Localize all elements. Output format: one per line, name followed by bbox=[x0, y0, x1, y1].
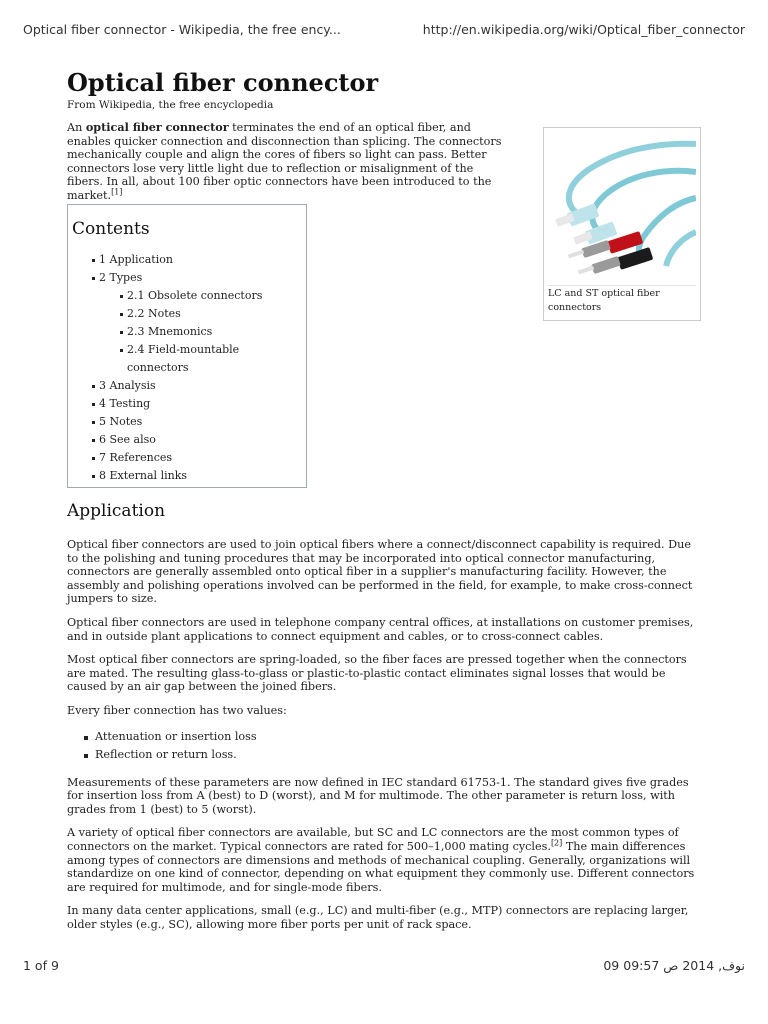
intro-bold-term: optical fiber connector bbox=[85, 120, 229, 134]
paragraph: A variety of optical fiber connectors are available, but SC and LC connectors are the most common types of connectors on the market. Typical connectors are rated for 500–1,000 mating cycles.[2] The main differences among types of connectors are dimensions and methods of mechanical coupling. Generally, organizations will standardize on one kind of connector, depending on what equipment they commonly use. Different connectors are required for multimode, and for single-mode fibers. bbox=[67, 826, 695, 894]
intro-paragraph: An optical fiber connector terminates the end of an optical fiber, and enables quicker connection and disconnection than splicing. The connectors mechanically couple and align the cores of fibers so light can pass. Better connectors lose very little light due to reflection or misalignment of the fibers. In all, about 100 fiber optic connectors have been introduced to the market.[1] bbox=[67, 120, 502, 202]
application-section-body bbox=[67, 538, 697, 941]
toc-item-4[interactable]: 4 Testing bbox=[72, 395, 302, 413]
toc-item-2-2[interactable]: 2.2 Notes bbox=[72, 305, 302, 323]
page-count: 1 of 9 bbox=[23, 958, 59, 973]
table-of-contents bbox=[67, 204, 307, 488]
bullet-list bbox=[67, 728, 697, 764]
toc-item-2-1[interactable]: 2.1 Obsolete connectors bbox=[72, 287, 302, 305]
toc-item-8[interactable]: 8 External links bbox=[72, 467, 302, 485]
print-date: نوف, 2014 ص 09:57 09 bbox=[603, 958, 745, 973]
paragraph: Most optical fiber connectors are spring-loaded, so the fiber faces are pressed together when the connectors are mated. The resulting glass-to-glass or plastic-to-plastic contact eliminates signal losses that would be caused by an air gap between the joined fibers. bbox=[67, 653, 687, 694]
toc-item-7[interactable]: 7 References bbox=[72, 449, 302, 467]
lc-st-connectors-illustration bbox=[548, 132, 696, 282]
list-item: Reflection or return loss. bbox=[67, 746, 697, 764]
toc-item-1[interactable]: 1 Application bbox=[72, 251, 302, 269]
toc-item-2-4[interactable]: 2.4 Field-mountable connectors bbox=[72, 341, 302, 377]
paragraph: Measurements of these parameters are now defined in IEC standard 61753-1. The standard gives five grades for insertion loss from A (best) to D (worst), and M for multimode. The other parameter is return loss, with grades from 1 (best) to 5 (worst). bbox=[67, 775, 689, 816]
print-page-title: Optical fiber connector - Wikipedia, the free ency... bbox=[23, 22, 341, 37]
section-heading-application: Application bbox=[67, 501, 166, 521]
paragraph: Optical fiber connectors are used in telephone company central offices, at installations on customer premises, and in outside plant applications to connect equipment and cables, or to cross-connect cables. bbox=[67, 615, 694, 643]
article-content bbox=[67, 68, 697, 931]
article-title: Optical fiber connector bbox=[67, 68, 379, 97]
toc-item-2-3[interactable]: 2.3 Mnemonics bbox=[72, 323, 302, 341]
infobox-thumbnail bbox=[543, 127, 701, 321]
print-footer bbox=[23, 958, 745, 974]
list-item: Attenuation or insertion loss bbox=[67, 728, 697, 746]
citation-link-1[interactable]: [1] bbox=[111, 187, 123, 197]
toc-list bbox=[72, 251, 302, 485]
paragraph: In many data center applications, small (e.g., LC) and multi-fiber (e.g., MTP) connectors are replacing larger, older styles (e.g., SC), allowing more fiber ports per unit of rack space. bbox=[67, 904, 689, 931]
citation-link-2[interactable]: [2] bbox=[550, 838, 563, 848]
toc-item-3[interactable]: 3 Analysis bbox=[72, 377, 302, 395]
toc-item-6[interactable]: 6 See also bbox=[72, 431, 302, 449]
print-header bbox=[23, 22, 745, 38]
toc-item-2[interactable]: 2 Types bbox=[72, 269, 302, 287]
paragraph: Optical fiber connectors are used to join optical fibers where a connect/disconnect capability is required. Due to the polishing and tuning procedures that may be incorporated into optical connector manufacturing, connectors are generally assembled onto optical fiber in a supplier's manufacturing facility. However, the assembly and polishing operations involved can be performed in the field, for example, to make cross-connect jumpers to size. bbox=[67, 538, 693, 606]
toc-heading: Contents bbox=[72, 219, 150, 239]
infobox-caption: LC and ST optical fiber connectors bbox=[548, 285, 696, 315]
paragraph: Every fiber connection has two values: bbox=[67, 703, 287, 717]
toc-item-5[interactable]: 5 Notes bbox=[72, 413, 302, 431]
connector-image[interactable] bbox=[548, 132, 696, 282]
print-url: http://en.wikipedia.org/wiki/Optical_fiber_connector bbox=[422, 22, 745, 37]
article-tagline: From Wikipedia, the free encyclopedia bbox=[67, 99, 274, 111]
